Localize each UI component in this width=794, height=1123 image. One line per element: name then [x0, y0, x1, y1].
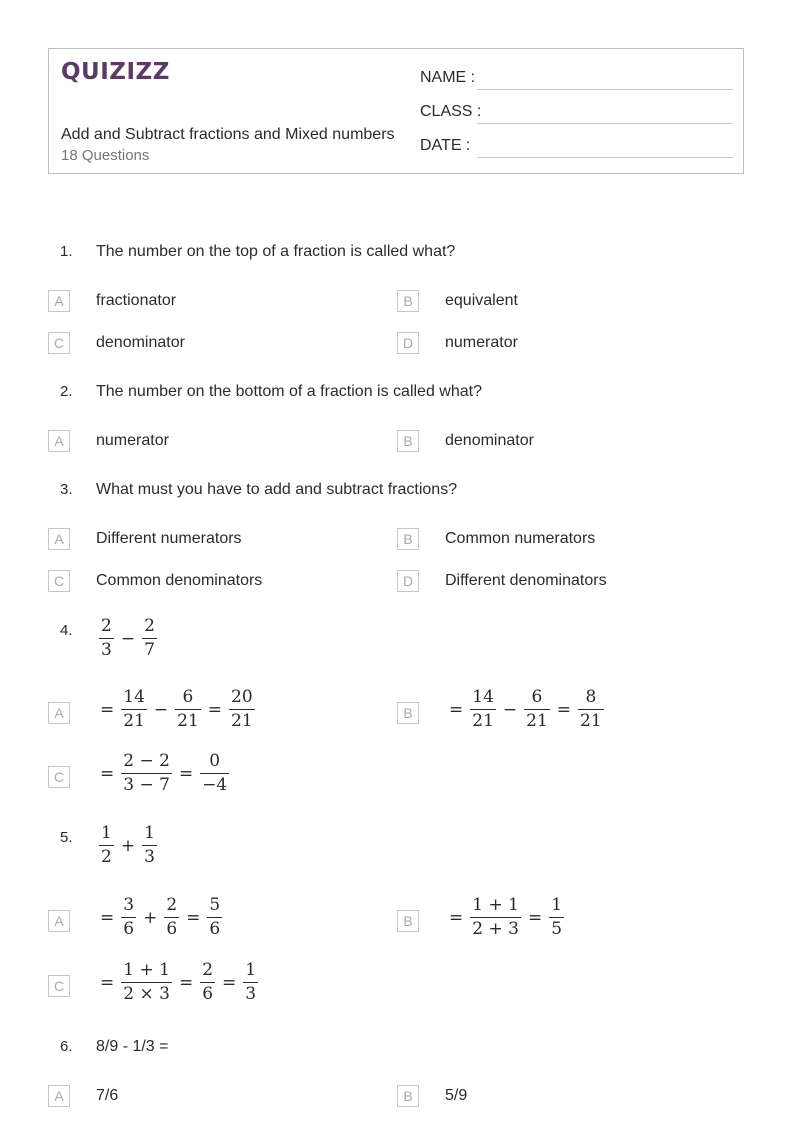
fraction — [121, 752, 172, 795]
option-letter[interactable]: B — [397, 1085, 419, 1107]
numerator: 2 — [202, 960, 214, 980]
denominator: 3 — [144, 846, 155, 867]
numerator: 14 — [123, 687, 145, 707]
question-text: The number on the bottom of a fraction is called what? — [96, 383, 482, 400]
fraction — [549, 896, 564, 939]
denominator: 7 — [144, 639, 155, 660]
denominator: 21 — [123, 710, 145, 731]
class-line[interactable] — [477, 123, 733, 124]
numerator: 2 — [101, 616, 112, 636]
option-letter[interactable]: B — [397, 290, 419, 312]
option-letter[interactable]: B — [397, 528, 419, 550]
equals-sign: = — [100, 763, 115, 784]
denominator: 21 — [472, 710, 494, 731]
equals-sign: = — [100, 907, 115, 928]
denominator: 6 — [209, 918, 221, 939]
question-count: 18 Questions — [61, 147, 150, 164]
question-text: What must you have to add and subtract fractions? — [96, 481, 458, 498]
denominator: −4 — [202, 774, 228, 795]
numerator: 1 + 1 — [123, 960, 170, 980]
question-number: 1. — [60, 243, 73, 260]
worksheet-header — [48, 48, 744, 174]
operator: + — [120, 835, 136, 856]
equals-sign: = — [527, 907, 543, 928]
option-letter[interactable]: A — [48, 430, 70, 452]
option-expression — [445, 688, 607, 731]
question-number: 3. — [60, 481, 73, 498]
option-letter[interactable]: A — [48, 528, 70, 550]
numerator: 8 — [585, 687, 597, 707]
denominator: 2 — [101, 846, 112, 867]
denominator: 6 — [123, 918, 135, 939]
option-text: Common numerators — [445, 530, 596, 547]
option-letter[interactable]: D — [397, 332, 419, 354]
option-letter[interactable]: A — [48, 1085, 70, 1107]
question-number: 6. — [60, 1038, 73, 1055]
fraction — [121, 896, 136, 939]
denominator: 21 — [177, 710, 199, 731]
fraction — [229, 688, 255, 731]
denominator: 5 — [551, 918, 563, 939]
equals-sign: = — [178, 972, 194, 993]
question-text: The number on the top of a fraction is called what? — [96, 243, 456, 260]
option-text: 7/6 — [96, 1087, 119, 1104]
question-text: 8/9 - 1/3 = — [96, 1038, 169, 1055]
fraction — [142, 824, 157, 867]
denominator: 6 — [166, 918, 178, 939]
denominator: 3 − 7 — [123, 774, 170, 795]
question-expression — [96, 824, 160, 867]
option-text: denominator — [445, 432, 534, 449]
option-letter[interactable]: B — [397, 702, 419, 724]
fraction — [121, 688, 147, 731]
denominator: 21 — [526, 710, 548, 731]
fraction — [164, 896, 179, 939]
option-text: fractionator — [96, 292, 177, 309]
numerator: 2 — [166, 895, 178, 915]
name-label: NAME : — [420, 69, 476, 86]
fraction — [200, 961, 215, 1004]
equals-sign: = — [207, 699, 223, 720]
option-letter[interactable]: B — [397, 910, 419, 932]
numerator: 0 — [209, 751, 221, 771]
option-letter[interactable]: A — [48, 702, 70, 724]
fraction — [207, 896, 222, 939]
equals-sign: = — [449, 907, 464, 928]
question-number: 5. — [60, 829, 73, 846]
worksheet-title: Add and Subtract fractions and Mixed numbers — [61, 126, 395, 143]
fraction — [121, 961, 172, 1004]
equals-sign: = — [100, 972, 115, 993]
denominator: 3 — [245, 983, 257, 1004]
fraction — [470, 896, 521, 939]
equals-sign: = — [449, 699, 464, 720]
option-text: 5/9 — [445, 1087, 468, 1104]
numerator: 1 — [101, 823, 112, 843]
equals-sign: = — [222, 972, 237, 993]
question-expression — [96, 617, 160, 660]
option-expression — [96, 688, 258, 731]
fraction — [99, 617, 114, 660]
equals-sign: = — [178, 763, 194, 784]
numerator: 1 — [245, 960, 257, 980]
numerator: 5 — [209, 895, 221, 915]
option-letter[interactable]: C — [48, 766, 70, 788]
option-text: denominator — [96, 334, 185, 351]
fraction — [524, 688, 550, 731]
fraction — [175, 688, 201, 731]
option-text: equivalent — [445, 292, 518, 309]
denominator: 21 — [231, 710, 253, 731]
fraction — [99, 824, 114, 867]
numerator: 14 — [472, 687, 494, 707]
quizizz-logo: QUIZIZZ — [61, 59, 170, 85]
equals-sign: = — [556, 699, 572, 720]
option-letter[interactable]: B — [397, 430, 419, 452]
option-text: numerator — [445, 334, 518, 351]
class-label: CLASS : — [420, 103, 482, 120]
denominator: 2 + 3 — [472, 918, 519, 939]
numerator: 1 — [551, 895, 563, 915]
denominator: 21 — [580, 710, 602, 731]
option-text: Different denominators — [445, 572, 607, 589]
fraction — [200, 752, 229, 795]
option-text: Common denominators — [96, 572, 263, 589]
numerator: 3 — [123, 895, 135, 915]
denominator: 3 — [101, 639, 112, 660]
option-expression — [96, 961, 261, 1004]
operator: + — [143, 907, 158, 928]
question-number: 2. — [60, 383, 73, 400]
option-letter[interactable]: A — [48, 290, 70, 312]
equals-sign: = — [186, 907, 201, 928]
denominator: 6 — [202, 983, 214, 1004]
numerator: 2 − 2 — [123, 751, 170, 771]
option-letter[interactable]: C — [48, 975, 70, 997]
numerator: 1 — [144, 823, 155, 843]
option-expression — [445, 896, 567, 939]
fraction — [470, 688, 496, 731]
denominator: 2 × 3 — [123, 983, 170, 1004]
fraction — [142, 617, 157, 660]
option-letter[interactable]: C — [48, 570, 70, 592]
numerator: 1 + 1 — [472, 895, 519, 915]
question-number: 4. — [60, 622, 73, 639]
option-text: numerator — [96, 432, 169, 449]
date-line[interactable] — [477, 157, 733, 158]
numerator: 20 — [231, 687, 253, 707]
fraction — [243, 961, 258, 1004]
option-letter[interactable]: C — [48, 332, 70, 354]
name-line[interactable] — [477, 89, 733, 90]
option-expression — [96, 896, 225, 939]
operator: − — [120, 628, 136, 649]
option-letter[interactable]: A — [48, 910, 70, 932]
numerator: 6 — [531, 687, 543, 707]
option-letter[interactable]: D — [397, 570, 419, 592]
numerator: 6 — [182, 687, 194, 707]
option-text: Different numerators — [96, 530, 242, 547]
operator: − — [153, 699, 169, 720]
operator: − — [502, 699, 518, 720]
date-label: DATE : — [420, 137, 471, 154]
numerator: 2 — [144, 616, 155, 636]
fraction — [578, 688, 604, 731]
option-expression — [96, 752, 232, 795]
equals-sign: = — [100, 699, 115, 720]
